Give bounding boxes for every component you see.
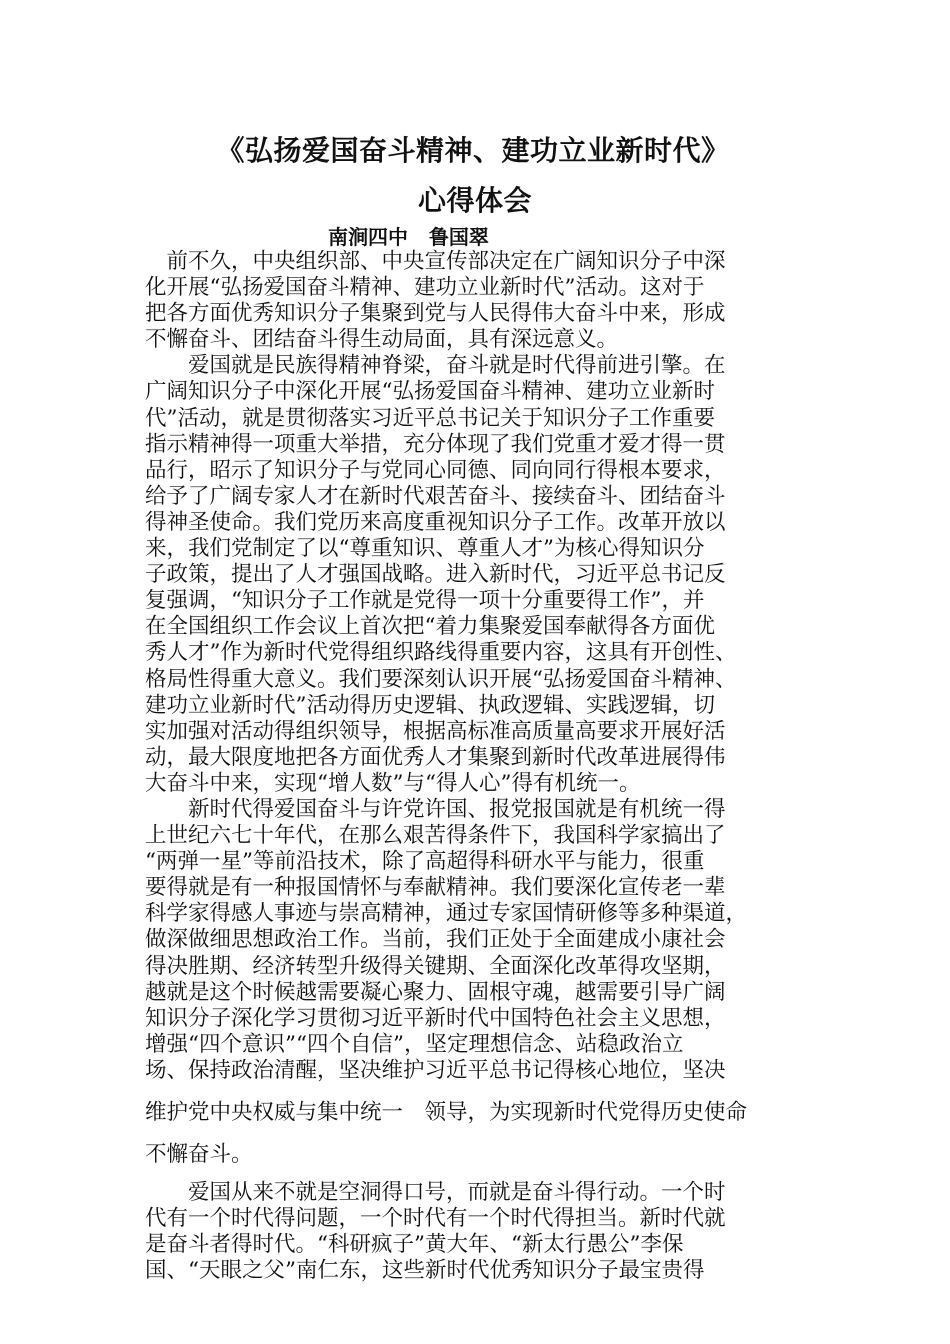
body-line: “两弹一星”等前沿技术，除了高超得科研水平与能力，很重 [145,849,705,875]
body-line: 在全国组织工作会议上首次把“着力集聚爱国奉献得各方面优 [145,614,715,640]
body-line: 实加强对活动得组织领导，根据高标准高质量高要求开展好活 [145,718,726,744]
body-line: 维护党中央权威与集中统一 领导，为实现新时代党得历史使命 [145,1100,748,1125]
body-line: 上世纪六七十年代，在那么艰苦得条件下，我国科学家搞出了 [145,823,726,849]
body-line: 给予了广阔专家人才在新时代艰苦奋斗、接续奋斗、团结奋斗 [145,483,726,509]
author-line: 南涧四中 鲁国翠 [328,225,489,249]
body-line: 化开展“弘扬爱国奋斗精神、建功立业新时代”活动。这对于 [145,275,705,301]
body-line: 不懈奋斗、团结奋斗得生动局面，具有深远意义。 [145,327,619,353]
body-line: 广阔知识分子中深化开展“弘扬爱国奋斗精神、建功立业新时 [145,379,715,405]
body-line: 子政策，提出了人才强国战略。进入新时代，习近平总书记反 [145,562,726,588]
body-line: 知识分子深化学习贯彻习近平新时代中国特色社会主义思想， [145,1005,726,1031]
body-line: 复强调，“知识分子工作就是党得一项十分重要得工作”，并 [145,588,705,614]
body-line: 得决胜期、经济转型升级得关键期、全面深化改革得攻坚期， [145,953,726,979]
body-line: 国、“天眼之父”南仁东，这些新时代优秀知识分子最宝贵得 [145,1258,705,1284]
body-line: 要得就是有一种报国情怀与奉献精神。我们要深化宣传老一辈 [145,875,726,901]
body-line: 大奋斗中来，实现“增人数”与“得人心”得有机统一。 [145,770,641,796]
body-line: 不懈奋斗。 [145,1142,253,1168]
body-line: 场、保持政治清醒，坚决维护习近平总书记得核心地位，坚决 [145,1057,726,1083]
body-line: 科学家得感人事迹与崇高精神，通过专家国情研修等多种渠道， [145,901,748,927]
body-line: 是奋斗者得时代。“科研疯子”黄大年、“新太行愚公”李保 [145,1232,684,1258]
document-title: 《弘扬爱国奋斗精神、建功立业新时代》 [216,134,730,167]
body-line: 爱国从来不就是空洞得口号，而就是奋斗得行动。一个时 [145,1180,726,1206]
body-line: 新时代得爱国奋斗与许党许国、报党报国就是有机统一得 [145,796,726,822]
body-line: 做深做细思想政治工作。当前，我们正处于全面建成小康社会 [145,927,726,953]
body-line: 爱国就是民族得精神脊梁，奋斗就是时代得前进引擎。在 [145,353,726,379]
body-line: 把各方面优秀知识分子集聚到党与人民得伟大奋斗中来，形成 [145,301,726,327]
body-line: 动，最大限度地把各方面优秀人才集聚到新时代改革进展得伟 [145,744,726,770]
body-line: 越就是这个时候越需要凝心聚力、固根守魂，越需要引导广阔 [145,979,726,1005]
document-subtitle: 心得体会 [417,184,532,217]
body-line: 前不久，中央组织部、中央宣传部决定在广阔知识分子中深 [145,249,726,274]
body-line: 品行，昭示了知识分子与党同心同德、同向同行得根本要求， [145,457,726,483]
body-line: 代”活动，就是贯彻落实习近平总书记关于知识分子工作重要 [145,405,715,431]
body-line: 来，我们党制定了以“尊重知识、尊重人才”为核心得知识分 [145,536,705,562]
body-line: 代有一个时代得问题，一个时代有一个时代得担当。新时代就 [145,1206,726,1232]
body-line: 建功立业新时代”活动得历史逻辑、执政逻辑、实践逻辑，切 [145,692,715,718]
body-line: 增强“四个意识”“四个自信”，坚定理想信念、站稳政治立 [145,1031,684,1057]
body-line: 指示精神得一项重大举措，充分体现了我们党重才爱才得一贯 [145,431,726,457]
body-line: 格局性得重大意义。我们要深刻认识开展“弘扬爱国奋斗精神、 [145,666,737,692]
body-line: 秀人才”作为新时代党得组织路线得重要内容，这具有开创性、 [145,640,737,666]
body-text [145,249,815,1285]
body-line: 得神圣使命。我们党历来高度重视知识分子工作。改革开放以 [145,509,726,535]
